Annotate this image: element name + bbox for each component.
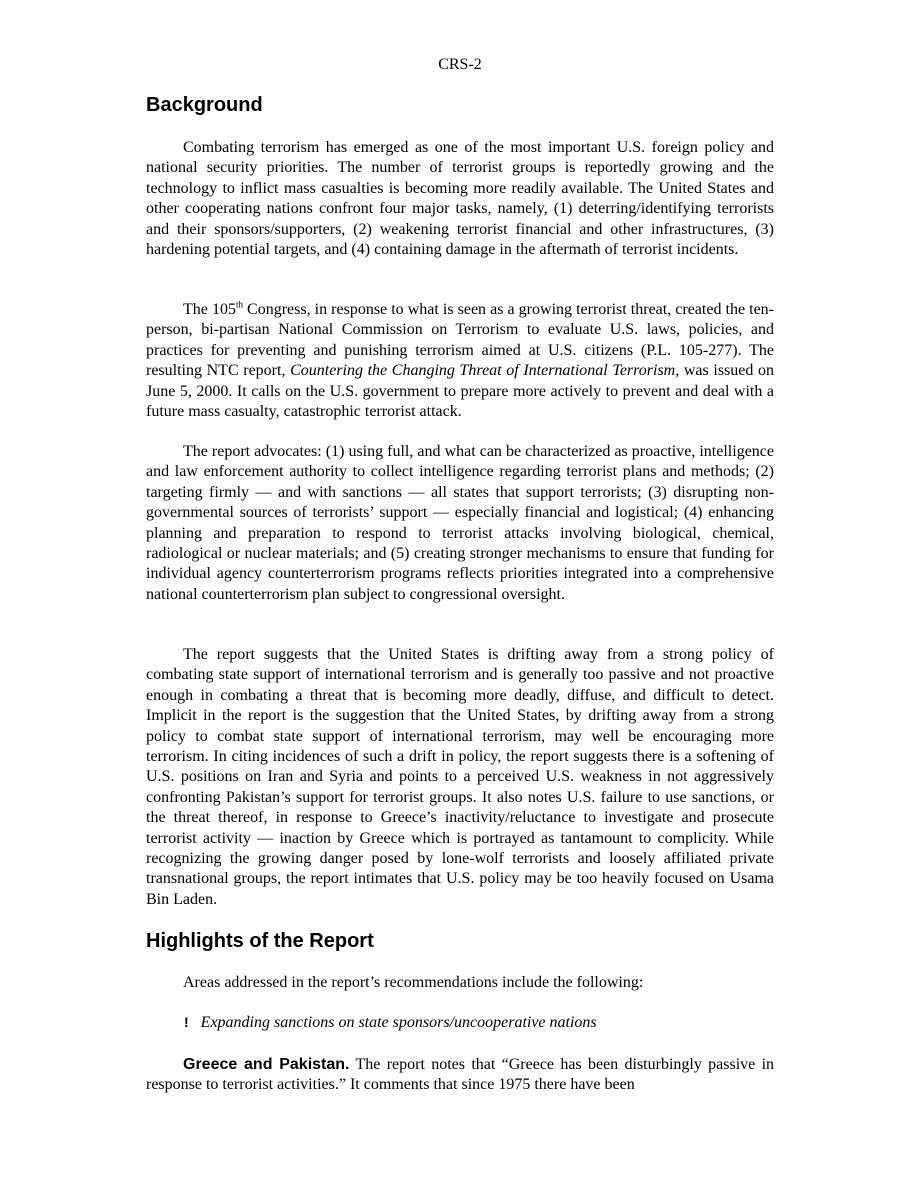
paragraph-2-sup: th: [235, 299, 243, 310]
runin-heading: Greece and Pakistan.: [183, 1056, 350, 1073]
paragraph-2-part-c: was issued on June 5, 2000. It calls on the U.S. government to prepare more actively to prevent and deal with a future mass casualty, catastrophic terrorist attack.: [146, 362, 775, 421]
paragraph-4: The report suggests that the United States is drifting away from a strong policy of combating state support of international terrorism and is generally too passive and not proactive enough in combating a threat that is becoming more deadly, diffuse, and difficult to detect. Implicit in the report is the suggestion that the United States, by drifting away from a strong policy to combat state support of international terrorism, may well be encouraging more terrorism. In citing incidences of such a drift in policy, the report suggests there is a softening of U.S. positions on Iran and Syria and points to a perceived U.S. weakness in not aggressively confronting Pakistan’s support for terrorist groups. It also notes U.S. failure to use sanctions, or the threat thereof, in response to Greece’s inactivity/reluctance to investigate and prosecute terrorist activity — inaction by Greece which is portrayed as tantamount to complicity. While recognizing the growing danger posed by lone-wolf terrorists and loosely affiliated private transnational groups, the report intimates that U.S. policy may be too heavily focused on Usama Bin Laden.: [146, 646, 774, 908]
paragraph-3: The report advocates: (1) using full, and what can be characterized as proactive, intelligence and law enforcement authority to collect intelligence regarding terrorist plans and methods; (2) targeting firmly — and with sanctions — all states that support terrorists; (3) disrupting non-governmental sources of terrorists’ support — especially financial and logistical; (4) enhancing planning and preparation to respond to terrorist attacks involving biological, chemical, radiological or nuclear materials; and (5) creating stronger mechanisms to ensure that funding for individual agency counterterrorism programs reflects priorities integrated into a comprehensive national counterterrorism plan subject to congressional oversight.: [146, 443, 774, 603]
paragraph-1: Combating terrorism has emerged as one of the most important U.S. foreign policy and national security priorities. The number of terrorist groups is reportedly growing and the technology to inflict mass casualties is becoming more readily available. The United States and other cooperating nations confront four major tasks, namely, (1) deterring/identifying terrorists and their sponsors/supporters, (2) weakening terrorist financial and other infrastructures, (3) hardening potential targets, and (4) containing damage in the aftermath of terrorist incidents.: [146, 139, 774, 259]
runin-body: The report notes that “Greece has been disturbingly passive in response to terrorist activities.” It comments that since 1975 there have been: [146, 1056, 775, 1094]
bullet-text: Expanding sanctions on state sponsors/uncooperative nations: [200, 1014, 597, 1031]
bullet-item: [184, 1014, 597, 1032]
page-header: CRS-2: [438, 56, 482, 73]
section-heading-highlights: Highlights of the Report: [146, 930, 374, 952]
paragraph-2-part-a: The 105: [183, 301, 236, 318]
report-title-italic: Countering the Changing Threat of International Terrorism,: [290, 362, 680, 380]
paragraph-greece-pakistan: [146, 1055, 774, 1096]
paragraph-2: [146, 300, 774, 422]
bullet-icon: !: [184, 1014, 189, 1030]
highlights-intro: Areas addressed in the report’s recommendations include the following:: [183, 974, 644, 991]
section-heading-background: Background: [146, 94, 263, 116]
paragraph-2-part-b: Congress, in response to what is seen as a growing terrorist threat, created the ten-person, bi-partisan National Commission on Terrorism to evaluate U.S. laws, policies, and practices for preventing and punishing terrorism aimed at U.S. citizens (P.L. 105-277). The resulting NTC report,: [146, 301, 775, 380]
